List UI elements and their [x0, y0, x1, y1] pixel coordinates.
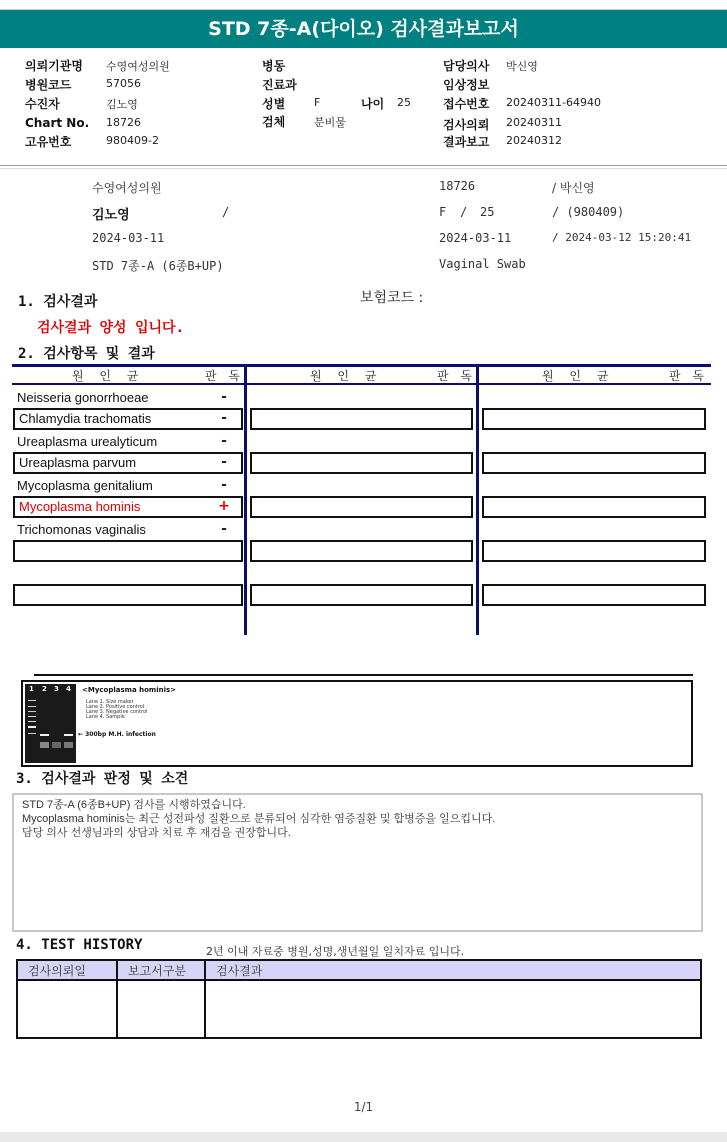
gel-arrow-annotation [78, 731, 156, 738]
pathogen-row [13, 433, 243, 451]
history-header-row [17, 960, 701, 980]
findings-line: Mycoplasma hominis는 최근 성전파성 질환으로 분류되어 심각한 염증질환 및 합병증을 일으킵니다. [22, 813, 496, 825]
ladder-band [28, 721, 36, 722]
empty-row [482, 496, 706, 518]
column-divider-2 [476, 364, 479, 635]
judgment-value: - [221, 477, 227, 493]
label-department: 진료과 [262, 78, 297, 92]
info-age: 25 [480, 205, 495, 219]
column-divider-1 [244, 364, 247, 635]
gel-title: <Mycoplasma hominis> [82, 686, 177, 694]
value-chart-no: 18726 [106, 116, 141, 129]
label-age: 나이 [361, 97, 385, 111]
ladder-band [28, 700, 36, 701]
ladder-band [28, 711, 36, 712]
value-report-date: 20240312 [506, 134, 562, 147]
judgment-value: - [221, 389, 227, 405]
value-age: 25 [397, 96, 411, 109]
col-header-judgment-1: 판 독 [205, 369, 244, 383]
empty-row [13, 540, 243, 562]
lane-glow [40, 742, 49, 748]
gel-lane-label: 1 [29, 685, 34, 693]
value-receipt-no: 20240311-64940 [506, 96, 601, 109]
label-hospital-code: 병원코드 [25, 78, 72, 92]
judgment-value: - [221, 433, 227, 449]
pathogen-name: Mycoplasma genitalium [17, 478, 153, 493]
header-divider [0, 165, 727, 166]
value-doctor: 박신영 [506, 60, 538, 73]
pathogen-name: Ureaplasma urealyticum [17, 434, 158, 449]
history-note: 2년 이내 자료중 병원,성명,생년월일 일치자료 입니다. [206, 945, 465, 958]
section-4-title: 4. TEST HISTORY [16, 937, 143, 953]
history-col-report-type: 보고서구분 [117, 960, 205, 980]
value-patient: 김노영 [106, 98, 138, 111]
page-number: 1/1 [353, 1100, 374, 1114]
history-cell [205, 980, 701, 1038]
positive-result-text: 검사결과 양성 입니다. [37, 320, 185, 336]
history-cell [117, 980, 205, 1038]
info-hospital: 수영여성의원 [92, 181, 162, 195]
empty-row [482, 408, 706, 430]
empty-row [250, 452, 473, 474]
lane-glow [52, 742, 61, 748]
history-cell [17, 980, 117, 1038]
pathogen-name: Chlamydia trachomatis [19, 411, 152, 426]
findings-line: STD 7종-A (6종B+UP) 검사를 시행하였습니다. [22, 799, 246, 811]
judgment-value-positive: + [218, 498, 230, 514]
col-header-pathogen-1: 원 인 균 [72, 369, 145, 383]
label-receipt-no: 접수번호 [443, 97, 490, 111]
label-patient: 수진자 [25, 97, 60, 111]
ladder-band [28, 706, 36, 707]
info-test-name: STD 7종-A (6종B+UP) [92, 259, 224, 273]
section-3-title: 3. 검사결과 판정 및 소견 [16, 771, 189, 787]
pathogen-name: Ureaplasma parvum [19, 455, 137, 470]
label-report-date: 결과보고 [443, 135, 490, 149]
history-table [16, 959, 702, 1039]
empty-row [250, 584, 473, 606]
positive-control-band [40, 734, 49, 736]
insurance-code-label: 보험코드 : [360, 290, 424, 306]
value-hospital: 수영여성의원 [106, 60, 170, 73]
label-specimen: 검체 [262, 115, 286, 129]
judgment-value: - [221, 454, 227, 470]
label-ward: 병동 [262, 59, 286, 73]
judgment-value: - [221, 521, 227, 537]
pathogen-name: Trichomonas vaginalis [17, 522, 146, 537]
lane-glow [64, 742, 73, 748]
bottom-strip [0, 1132, 727, 1142]
gel-legend-item: Lane 3. Negative control [86, 709, 148, 715]
value-unique-no: 980409-2 [106, 134, 159, 147]
info-doctor: / 박신영 [552, 181, 595, 195]
findings-line: 담당 의사 선생님과의 상담과 치료 후 재검을 권장합니다. [22, 827, 291, 839]
gel-legend-item: Lane 1. Size maker [86, 699, 134, 705]
info-slash: / [222, 205, 230, 219]
ladder-band [28, 733, 36, 734]
ladder-band [28, 716, 36, 717]
section-1-title: 1. 검사결과 [18, 294, 98, 310]
col-header-pathogen-2: 원 인 균 [310, 369, 383, 383]
history-row [17, 980, 701, 1038]
info-idno: / (980409) [552, 205, 625, 219]
value-specimen: 분비물 [314, 116, 346, 129]
info-specimen: Vaginal Swab [439, 257, 526, 271]
value-sex: F [314, 96, 321, 109]
gel-legend-item: Lane 2. Positive control [86, 704, 145, 710]
arrow-left-icon: ← [78, 731, 84, 738]
pathogen-row [13, 452, 243, 474]
info-patient: 김노영 [92, 208, 130, 223]
pathogen-row [13, 408, 243, 430]
info-request-date: 2024-03-11 [92, 231, 165, 245]
gel-lane-label: 3 [54, 685, 59, 693]
label-chart-no: Chart No. [25, 116, 90, 130]
label-request-date: 검사의뢰 [443, 118, 490, 132]
col-header-pathogen-3: 원 인 균 [542, 369, 615, 383]
empty-row [482, 584, 706, 606]
history-col-request-date: 검사의뢰일 [17, 960, 117, 980]
empty-row [250, 408, 473, 430]
gel-lane-label: 4 [66, 685, 71, 693]
gel-lane-label: 2 [42, 685, 47, 693]
pathogen-row-positive [13, 496, 243, 518]
empty-row [250, 540, 473, 562]
empty-row [13, 584, 243, 606]
judgment-value: - [221, 410, 227, 426]
info-sex-slash: / [460, 205, 468, 219]
value-request-date: 20240311 [506, 116, 562, 129]
section-2-title: 2. 검사항목 및 결과 [18, 346, 155, 362]
pathogen-row [13, 521, 243, 539]
header-divider-shadow [0, 168, 727, 169]
empty-row [482, 452, 706, 474]
col-header-judgment-2: 판 독 [437, 369, 476, 383]
gel-legend-item: Lane 4. Sample [86, 714, 125, 720]
info-receipt-date: 2024-03-11 [439, 231, 512, 245]
gel-legend [86, 700, 147, 720]
pathogen-row [13, 389, 243, 407]
label-sex: 성별 [262, 97, 286, 111]
pathogen-row [13, 477, 243, 495]
label-doctor: 담당의사 [443, 59, 490, 73]
empty-row [250, 496, 473, 518]
empty-row [482, 540, 706, 562]
ladder-band [28, 726, 36, 728]
history-col-result: 검사결과 [205, 960, 701, 980]
sample-band [64, 734, 73, 736]
col-header-judgment-3: 판 독 [669, 369, 708, 383]
gel-electrophoresis-image [25, 684, 76, 763]
label-clinical-info: 임상정보 [443, 78, 490, 92]
value-hospital-code: 57056 [106, 77, 141, 90]
pathogen-name: Neisseria gonorrhoeae [17, 390, 149, 405]
pathogen-name: Mycoplasma hominis [19, 499, 141, 514]
info-sex: F [439, 205, 447, 219]
gel-arrow-label: 300bp M.H. infection [85, 731, 156, 738]
gel-top-rule [34, 674, 693, 676]
findings-box [12, 793, 703, 932]
info-report-datetime: / 2024-03-12 15:20:41 [552, 231, 692, 244]
report-title: STD 7종-A(다이오) 검사결과보고서 [0, 10, 727, 48]
label-unique-no: 고유번호 [25, 135, 72, 149]
info-chart: 18726 [439, 179, 476, 193]
label-hospital: 의뢰기관명 [25, 59, 83, 73]
